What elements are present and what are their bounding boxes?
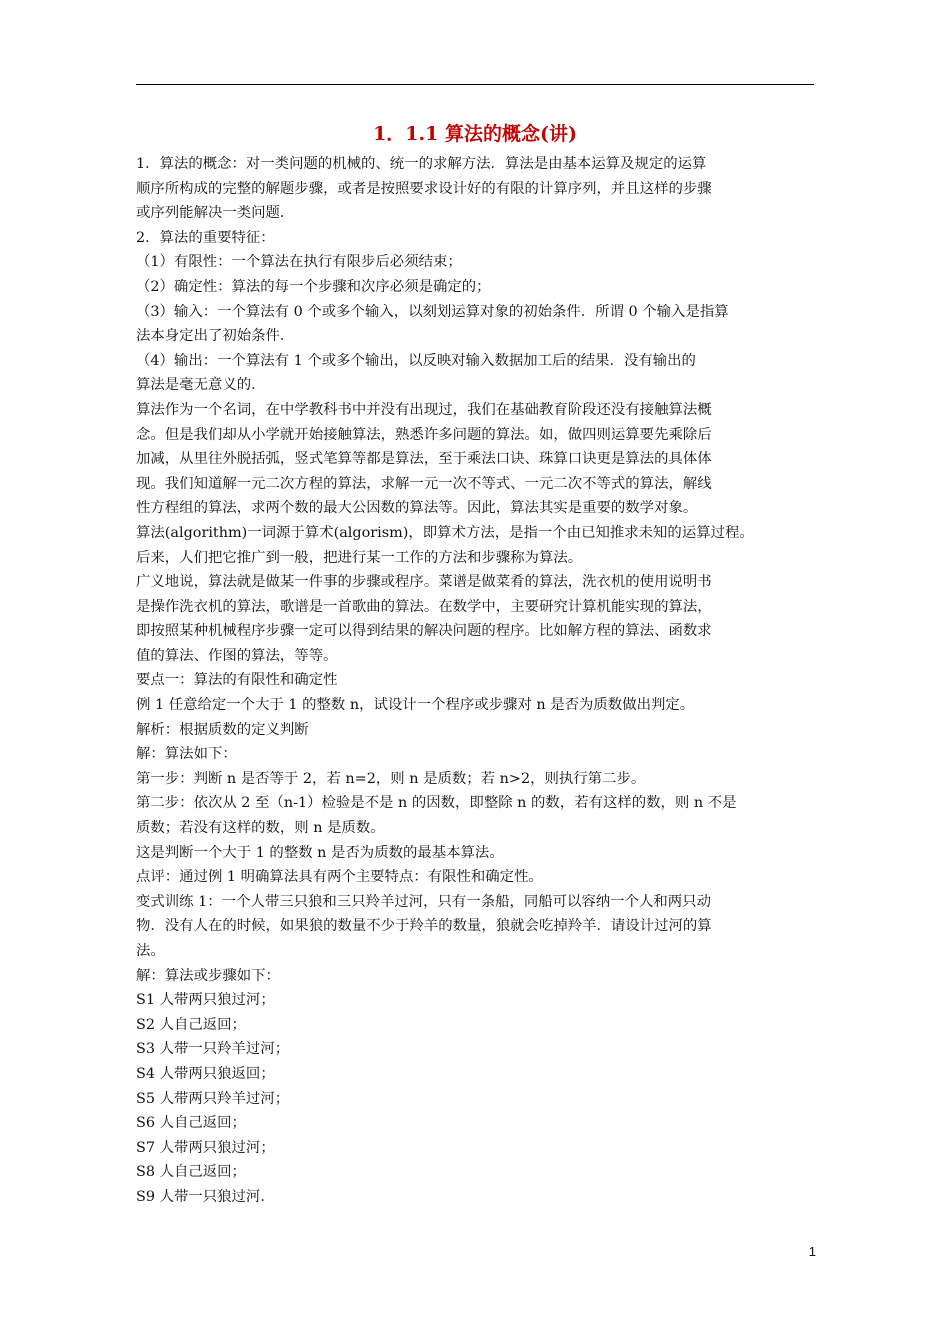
header-rule xyxy=(136,84,814,85)
text-line: 点评：通过例 1 明确算法具有两个主要特点：有限性和确定性。 xyxy=(136,869,543,886)
page-number: 1 xyxy=(808,1244,816,1259)
text-line: 广义地说，算法就是做某一件事的步骤或程序。菜谱是做菜肴的算法，洗衣机的使用说明书 xyxy=(136,574,712,591)
text-line: S7 人带两只狼过河； xyxy=(136,1139,275,1156)
text-line: 或序列能解决一类问题． xyxy=(136,205,295,222)
text-line: S5 人带两只羚羊过河； xyxy=(136,1090,290,1107)
text-line: S2 人自己返回； xyxy=(136,1016,246,1033)
text-line: S3 人带一只羚羊过河； xyxy=(136,1041,290,1058)
text-line: 变式训练 1：一个人带三只狼和三只羚羊过河，只有一条船，同船可以容纳一个人和两只动 xyxy=(136,893,711,910)
text-line: 后来，人们把它推广到一般，把进行某一工作的方法和步骤称为算法。 xyxy=(136,549,583,566)
text-line: 算法是毫无意义的． xyxy=(136,377,266,394)
text-line: 法本身定出了初始条件． xyxy=(136,328,295,345)
text-line: 要点一：算法的有限性和确定性 xyxy=(136,672,338,689)
text-line: 1．算法的概念：对一类问题的机械的、统一的求解方法．算法是由基本运算及规定的运算 xyxy=(136,156,707,172)
text-line: 质数；若没有这样的数，则 n 是质数。 xyxy=(136,820,385,837)
document-title: 1．1.1 算法的概念(讲) xyxy=(373,123,577,145)
text-line: 第一步：判断 n 是否等于 2，若 n=2，则 n 是质数；若 n>2，则执行第二步。 xyxy=(136,770,646,787)
text-line: 现。我们知道解一元二次方程的算法，求解一元一次不等式、一元二次不等式的算法，解线 xyxy=(136,475,712,492)
text-line: （2）确定性：算法的每一个步骤和次序必须是确定的； xyxy=(136,278,491,295)
text-line: 加减，从里往外脱括弧，竖式笔算等都是算法，至于乘法口诀、珠算口诀更是算法的具体体 xyxy=(136,451,712,468)
text-line: 例 1 任意给定一个大于 1 的整数 n，试设计一个程序或步骤对 n 是否为质数做出判定。 xyxy=(136,697,695,714)
text-line: 物．没有人在的时候，如果狼的数量不少于羚羊的数量，狼就会吃掉羚羊．请设计过河的算 xyxy=(136,918,712,935)
text-line: 算法作为一个名词，在中学教科书中并没有出现过，我们在基础教育阶段还没有接触算法概 xyxy=(136,401,712,418)
text-line: S6 人自己返回； xyxy=(136,1115,246,1132)
text-line: 性方程组的算法，求两个数的最大公因数的算法等。因此，算法其实是重要的数学对象。 xyxy=(136,500,698,517)
text-line: 2．算法的重要特征： xyxy=(136,229,275,246)
text-line: 解析：根据质数的定义判断 xyxy=(136,721,309,738)
text-line: 即按照某种机械程序步骤一定可以得到结果的解决问题的程序。比如解方程的算法、函数求 xyxy=(136,623,712,640)
text-line: （4）输出：一个算法有 1 个或多个输出，以反映对输入数据加工后的结果．没有输出的 xyxy=(136,352,696,369)
text-line: S4 人带两只狼返回； xyxy=(136,1065,275,1082)
text-line: 值的算法、作图的算法，等等。 xyxy=(136,647,338,664)
document-body xyxy=(136,152,826,1210)
text-line: 解：算法如下： xyxy=(136,746,237,763)
text-line: 顺序所构成的完整的解题步骤，或者是按照要求设计好的有限的计算序列，并且这样的步骤 xyxy=(136,180,712,197)
text-line: 算法(algorithm)一词源于算术(algorism)，即算术方法，是指一个由已知推求未知的运算过程。 xyxy=(136,524,754,541)
text-line: 是操作洗衣机的算法，歌谱是一首歌曲的算法。在数学中，主要研究计算机能实现的算法， xyxy=(136,598,712,615)
text-line: 第二步：依次从 2 至（n-1）检验是不是 n 的因数，即整除 n 的数，若有这样的数，则 n 不是 xyxy=(136,795,737,812)
text-line: （1）有限性：一个算法在执行有限步后必须结束； xyxy=(136,254,462,271)
text-line: S9 人带一只狼过河． xyxy=(136,1188,275,1205)
text-line: 这是判断一个大于 1 的整数 n 是否为质数的最基本算法。 xyxy=(136,844,504,861)
text-line: （3）输入：一个算法有 0 个或多个输入，以刻划运算对象的初始条件．所谓 0 个输入是指算 xyxy=(136,303,729,320)
text-line: 法。 xyxy=(136,943,165,959)
text-line: 解：算法或步骤如下： xyxy=(136,967,280,984)
text-line: S8 人自己返回； xyxy=(136,1164,246,1181)
text-line: 念。但是我们却从小学就开始接触算法，熟悉许多问题的算法。如，做四则运算要先乘除后 xyxy=(136,426,712,443)
text-line: S1 人带两只狼过河； xyxy=(136,992,275,1009)
